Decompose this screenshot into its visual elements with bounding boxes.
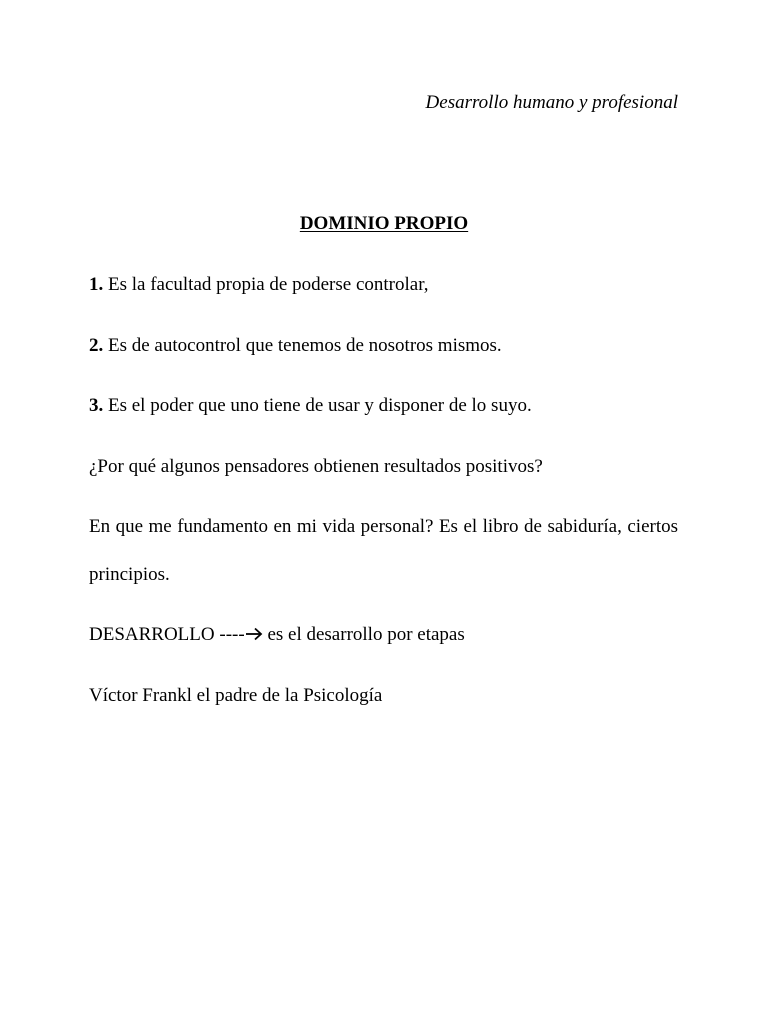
item-text: Es la facultad propia de poderse controlar,	[108, 274, 429, 295]
body-paragraph: En que me fundamento en mi vida personal? Es el libro de sabiduría, ciertos principios.	[89, 516, 678, 585]
item-number: 2.	[89, 335, 104, 356]
desarrollo-term: DESARROLLO ----	[89, 624, 245, 645]
item-text: Es el poder que uno tiene de usar y disponer de lo suyo.	[108, 395, 532, 416]
frankl-line: Víctor Frankl el padre de la Psicología	[89, 685, 383, 706]
desarrollo-line	[89, 624, 465, 646]
item-text: Es de autocontrol que tenemos de nosotros mismos.	[108, 335, 502, 356]
right-arrow-icon	[245, 627, 263, 641]
document-title: DOMINIO PROPIO	[299, 213, 469, 234]
running-header: Desarrollo humano y profesional	[425, 92, 678, 113]
list-item	[89, 274, 429, 296]
list-item	[89, 335, 502, 357]
question-line: ¿Por qué algunos pensadores obtienen resultados positivos?	[89, 456, 543, 477]
item-number: 3.	[89, 395, 104, 416]
list-item	[89, 395, 532, 417]
item-number: 1.	[89, 274, 104, 295]
desarrollo-definition: es el desarrollo por etapas	[267, 624, 465, 645]
